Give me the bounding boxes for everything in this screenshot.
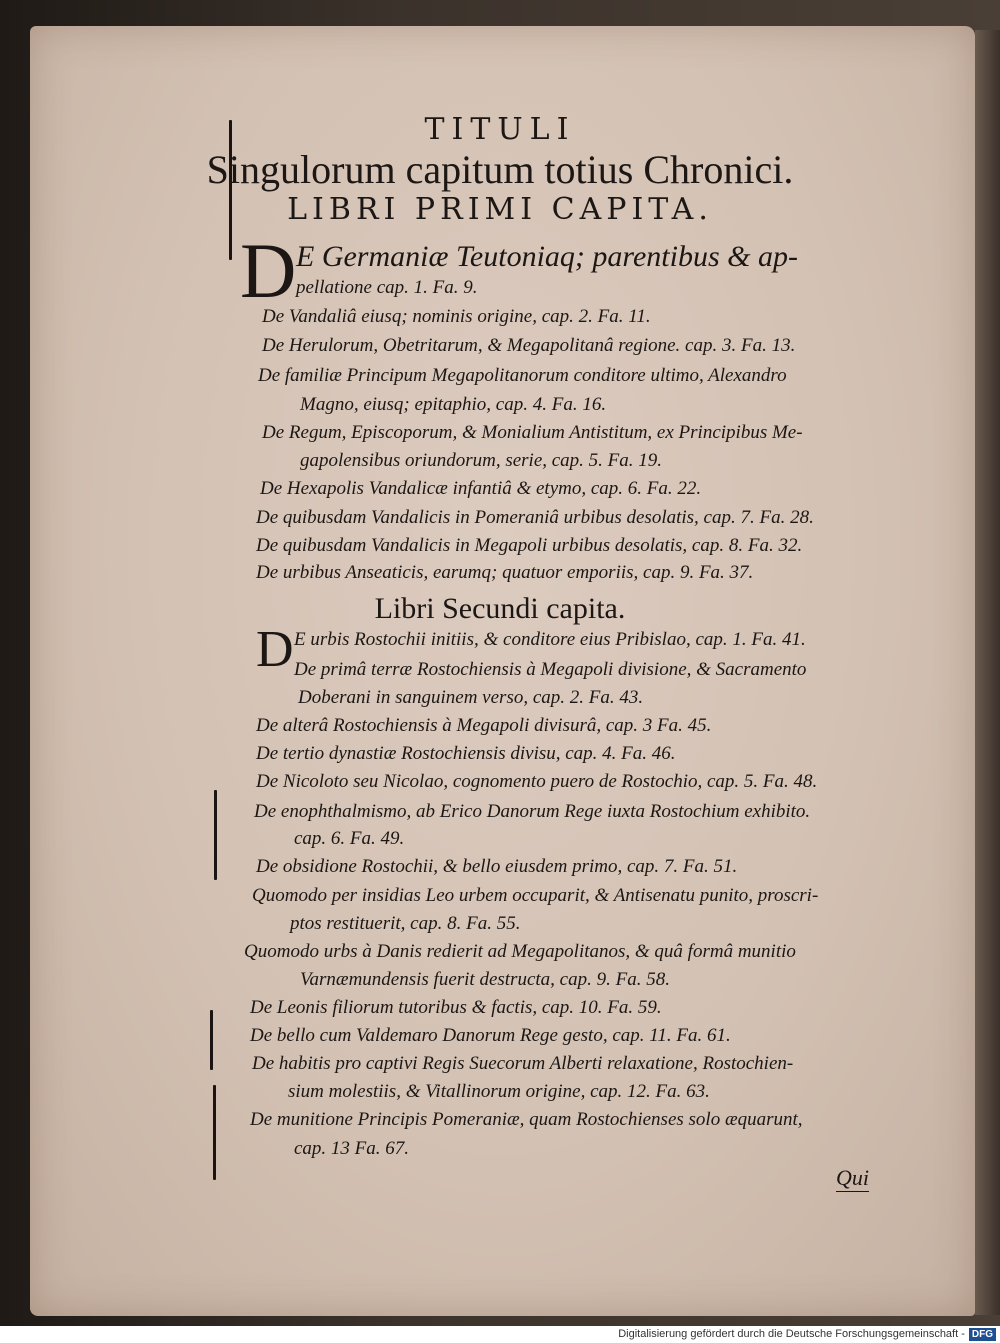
digitization-footer xyxy=(0,1326,1000,1343)
heading-singulorum: Singulorum capitum totius Chronici. xyxy=(206,147,794,192)
toc-line: Magno, eiusq; epitaphio, cap. 4. Fa. 16. xyxy=(300,394,607,415)
toc-line: E Germaniæ Teutoniaq; parentibus & ap- xyxy=(296,240,798,273)
toc-line: Quomodo urbs à Danis redierit ad Megapolitanos, & quâ formâ munitio xyxy=(244,941,796,962)
heading-tituli: TITULI xyxy=(424,112,576,147)
catchword: Qui xyxy=(836,1165,869,1190)
heading-libri-secundi: Libri Secundi capita. xyxy=(374,592,626,625)
toc-line: De bello cum Valdemaro Danorum Rege gesto, cap. 11. Fa. 61. xyxy=(250,1025,731,1046)
toc-line: De Leonis filiorum tutoribus & factis, cap. 10. Fa. 59. xyxy=(250,997,662,1018)
toc-line: De alterâ Rostochiensis à Megapoli divisurâ, cap. 3 Fa. 45. xyxy=(256,715,712,736)
toc-line: De Nicoloto seu Nicolao, cognomento puero de Rostochio, cap. 5. Fa. 48. xyxy=(256,771,818,792)
toc-line: sium molestiis, & Vitallinorum origine, cap. 12. Fa. 63. xyxy=(288,1081,710,1102)
toc-line: De familiæ Principum Megapolitanorum conditore ultimo, Alexandro xyxy=(258,365,787,386)
toc-line: gapolensibus oriundorum, serie, cap. 5. Fa. 19. xyxy=(300,450,663,471)
heading-libri-primi: LIBRI PRIMI CAPITA. xyxy=(287,192,713,227)
toc-line: De Herulorum, Obetritarum, & Megapolitanâ regione. cap. 3. Fa. 13. xyxy=(262,335,796,356)
toc-line: Varnæmundensis fuerit destructa, cap. 9. Fa. 58. xyxy=(300,969,670,990)
toc-line: pellatione cap. 1. Fa. 9. xyxy=(296,277,478,298)
dfg-logo: DFG xyxy=(969,1328,996,1341)
toc-line: De munitione Principis Pomeraniæ, quam Rostochienses solo æquarunt, xyxy=(250,1109,803,1130)
toc-line: ptos restituerit, cap. 8. Fa. 55. xyxy=(290,913,521,934)
toc-line: De urbibus Anseaticis, earumq; quatuor emporiis, cap. 9. Fa. 37. xyxy=(256,562,754,583)
margin-rule-mid xyxy=(214,790,217,880)
margin-rule-bottom xyxy=(213,1085,216,1180)
footer-text: Digitalisierung gefördert durch die Deutsche Forschungsgemeinschaft - xyxy=(618,1328,965,1340)
toc-line: De Vandaliâ eiusq; nominis origine, cap. 2. Fa. 11. xyxy=(262,306,651,327)
toc-line: De enophthalmismo, ab Erico Danorum Rege iuxta Rostochium exhibito. xyxy=(254,801,811,822)
dropcap-book1: D xyxy=(240,227,297,314)
toc-line: Quomodo per insidias Leo urbem occuparit, & Antisenatu punito, proscri- xyxy=(252,885,819,906)
toc-line: De tertio dynastiæ Rostochiensis divisu, cap. 4. Fa. 46. xyxy=(256,743,676,764)
toc-line: cap. 6. Fa. 49. xyxy=(294,828,405,849)
toc-line: De primâ terræ Rostochiensis à Megapoli divisione, & Sacramento xyxy=(294,659,807,680)
toc-line: De quibusdam Vandalicis in Pomeraniâ urbibus desolatis, cap. 7. Fa. 28. xyxy=(256,507,814,528)
margin-rule-lower xyxy=(210,1010,213,1070)
dropcap-book2: D xyxy=(256,621,294,678)
toc-line: De Hexapolis Vandalicæ infantiâ & etymo, cap. 6. Fa. 22. xyxy=(260,478,702,499)
toc-line: cap. 13 Fa. 67. xyxy=(294,1138,410,1159)
toc-line: De obsidione Rostochii, & bello eiusdem primo, cap. 7. Fa. 51. xyxy=(256,856,738,877)
toc-line: De habitis pro captivi Regis Suecorum Alberti relaxatione, Rostochien- xyxy=(252,1053,794,1074)
toc-line: E urbis Rostochii initiis, & conditore eius Pribislao, cap. 1. Fa. 41. xyxy=(294,629,806,650)
toc-line: De Regum, Episcoporum, & Monialium Antistitum, ex Principibus Me- xyxy=(262,422,803,443)
toc-line: Doberani in sanguinem verso, cap. 2. Fa. 43. xyxy=(298,687,644,708)
toc-line: De quibusdam Vandalicis in Megapoli urbibus desolatis, cap. 8. Fa. 32. xyxy=(256,535,803,556)
